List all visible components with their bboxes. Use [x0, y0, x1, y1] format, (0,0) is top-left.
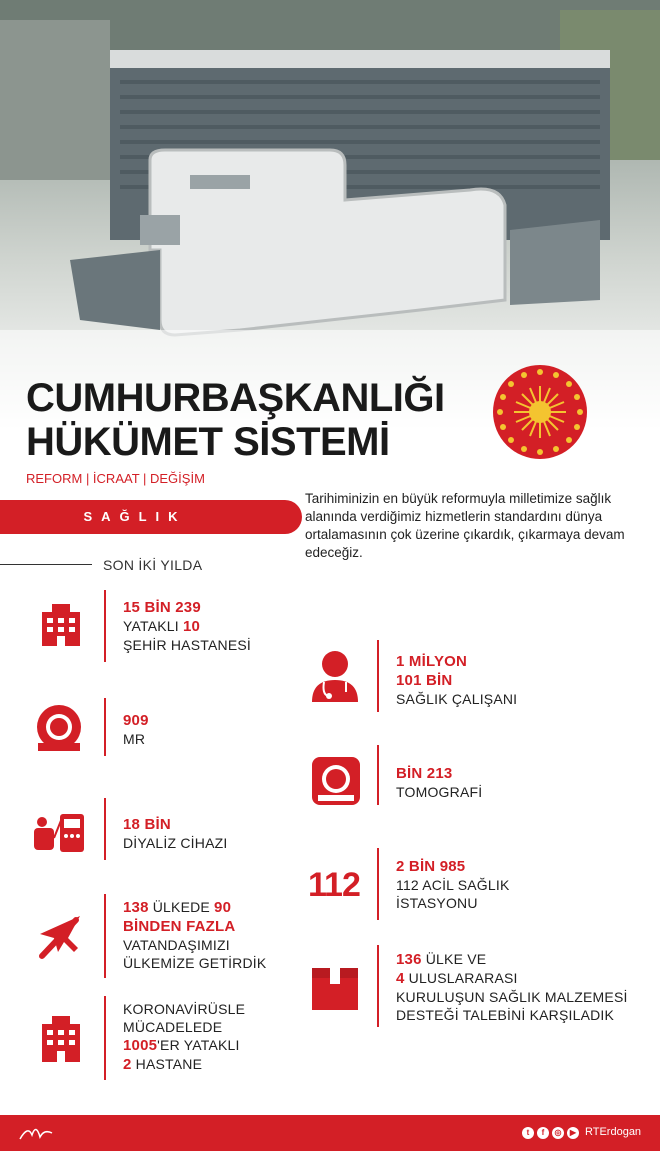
stat-emergency-stations — [396, 857, 510, 912]
stat-value: 2 — [123, 1056, 132, 1073]
stat-text: HASTANE — [131, 1056, 203, 1072]
item-divider — [104, 590, 106, 662]
mr-icon — [34, 703, 84, 753]
instagram-icon[interactable]: ◎ — [552, 1127, 564, 1139]
stat-value: 15 BİN 239 — [123, 599, 201, 616]
stat-text: VATANDAŞIMIZI — [123, 937, 230, 953]
social-handle[interactable]: RTErdogan — [585, 1126, 642, 1138]
stat-value: BİN 213 — [396, 765, 453, 782]
doctor-icon — [308, 648, 362, 704]
stat-text: ÜLKEMİZE GETİRDİK — [123, 955, 267, 971]
social-links — [522, 1127, 579, 1139]
stat-value: 136 — [396, 951, 422, 968]
stat-value: 18 BİN — [123, 816, 171, 833]
stat-health-workers — [396, 652, 517, 708]
item-divider — [377, 745, 379, 805]
stat-text: MR — [123, 731, 146, 747]
stat-value: BİNDEN FAZLA — [123, 918, 236, 935]
hospital-icon — [38, 1014, 84, 1064]
presidential-seal-icon — [492, 364, 588, 460]
stat-text: 112 ACİL SAĞLIK — [396, 877, 510, 893]
emergency-112-icon: 112 — [308, 866, 360, 904]
stat-text: DİYALİZ CİHAZI — [123, 835, 228, 851]
stat-repatriation — [123, 898, 266, 972]
stat-value: 1 MİLYON — [396, 653, 468, 670]
item-divider — [104, 894, 106, 978]
dialysis-icon — [32, 808, 88, 856]
item-divider — [377, 848, 379, 920]
period-label: SON İKİ YILDA — [103, 557, 203, 573]
item-divider — [104, 996, 106, 1080]
stat-text: ULUSLARARASI — [404, 970, 518, 986]
item-divider — [377, 640, 379, 712]
hospital-icon — [38, 602, 84, 648]
stat-text: ÜLKEDE — [148, 899, 215, 915]
stat-city-hospitals — [123, 598, 251, 654]
section-banner — [0, 500, 302, 534]
stat-value: 1005 — [123, 1037, 158, 1054]
twitter-icon[interactable]: t — [522, 1127, 534, 1139]
youtube-icon[interactable]: ▶ — [567, 1127, 579, 1139]
stat-text: KURULUŞUN SAĞLIK MALZEMESİ — [396, 989, 628, 1005]
stat-value: 4 — [396, 970, 405, 987]
stat-value: 2 BİN 985 — [396, 858, 466, 875]
page-title-line1: CUMHURBAŞKANLIĞI — [26, 376, 445, 420]
stat-text: SAĞLIK ÇALIŞANI — [396, 691, 518, 707]
stat-medical-supply-aid — [396, 950, 628, 1024]
section-label: SAĞLIK — [83, 509, 187, 524]
stat-dialysis — [123, 815, 227, 852]
divider-line — [0, 564, 92, 565]
stat-text: ÜLKE VE — [421, 951, 487, 967]
stat-text: MÜCADELEDE — [123, 1019, 223, 1035]
stat-text: TOMOGRAFİ — [396, 784, 483, 800]
stat-value: 909 — [123, 712, 149, 729]
stat-text: KORONAVİRÜSLE — [123, 1001, 246, 1017]
stat-value: 90 — [214, 899, 232, 916]
stat-value: 10 — [182, 618, 201, 635]
stat-value: 138 — [123, 899, 149, 916]
box-icon — [310, 962, 360, 1012]
plane-icon — [36, 912, 84, 960]
intro-paragraph: Tarihiminizin en büyük reformuyla milletimize sağlık alanında verdiğimiz hizmetlerin standardını dünya ortalamasının çok üzerine çıkardık, çıkarmaya devam edeceğiz. — [305, 491, 625, 560]
stat-tomography — [396, 764, 482, 801]
stat-value: 101 BİN — [396, 672, 453, 689]
stat-text: DESTEĞİ TALEBİNİ KARŞILADIK — [396, 1007, 615, 1023]
stat-text: YATAKLI — [123, 618, 183, 634]
item-divider — [104, 698, 106, 756]
stat-text: ŞEHİR HASTANESİ — [123, 637, 251, 653]
stat-text: 'ER YATAKLI — [157, 1037, 240, 1053]
tomography-icon — [310, 755, 362, 807]
page-title-line2: HÜKÜMET SİSTEMİ — [26, 420, 390, 464]
page-subtitle: REFORM | İCRAAT | DEĞİŞİM — [26, 471, 205, 486]
signature-icon — [18, 1121, 54, 1143]
stat-pandemic-hospitals — [123, 1000, 245, 1074]
facebook-icon[interactable]: f — [537, 1127, 549, 1139]
item-divider — [104, 798, 106, 860]
stat-text: İSTASYONU — [396, 895, 478, 911]
stat-mr — [123, 711, 149, 748]
item-divider — [377, 945, 379, 1027]
